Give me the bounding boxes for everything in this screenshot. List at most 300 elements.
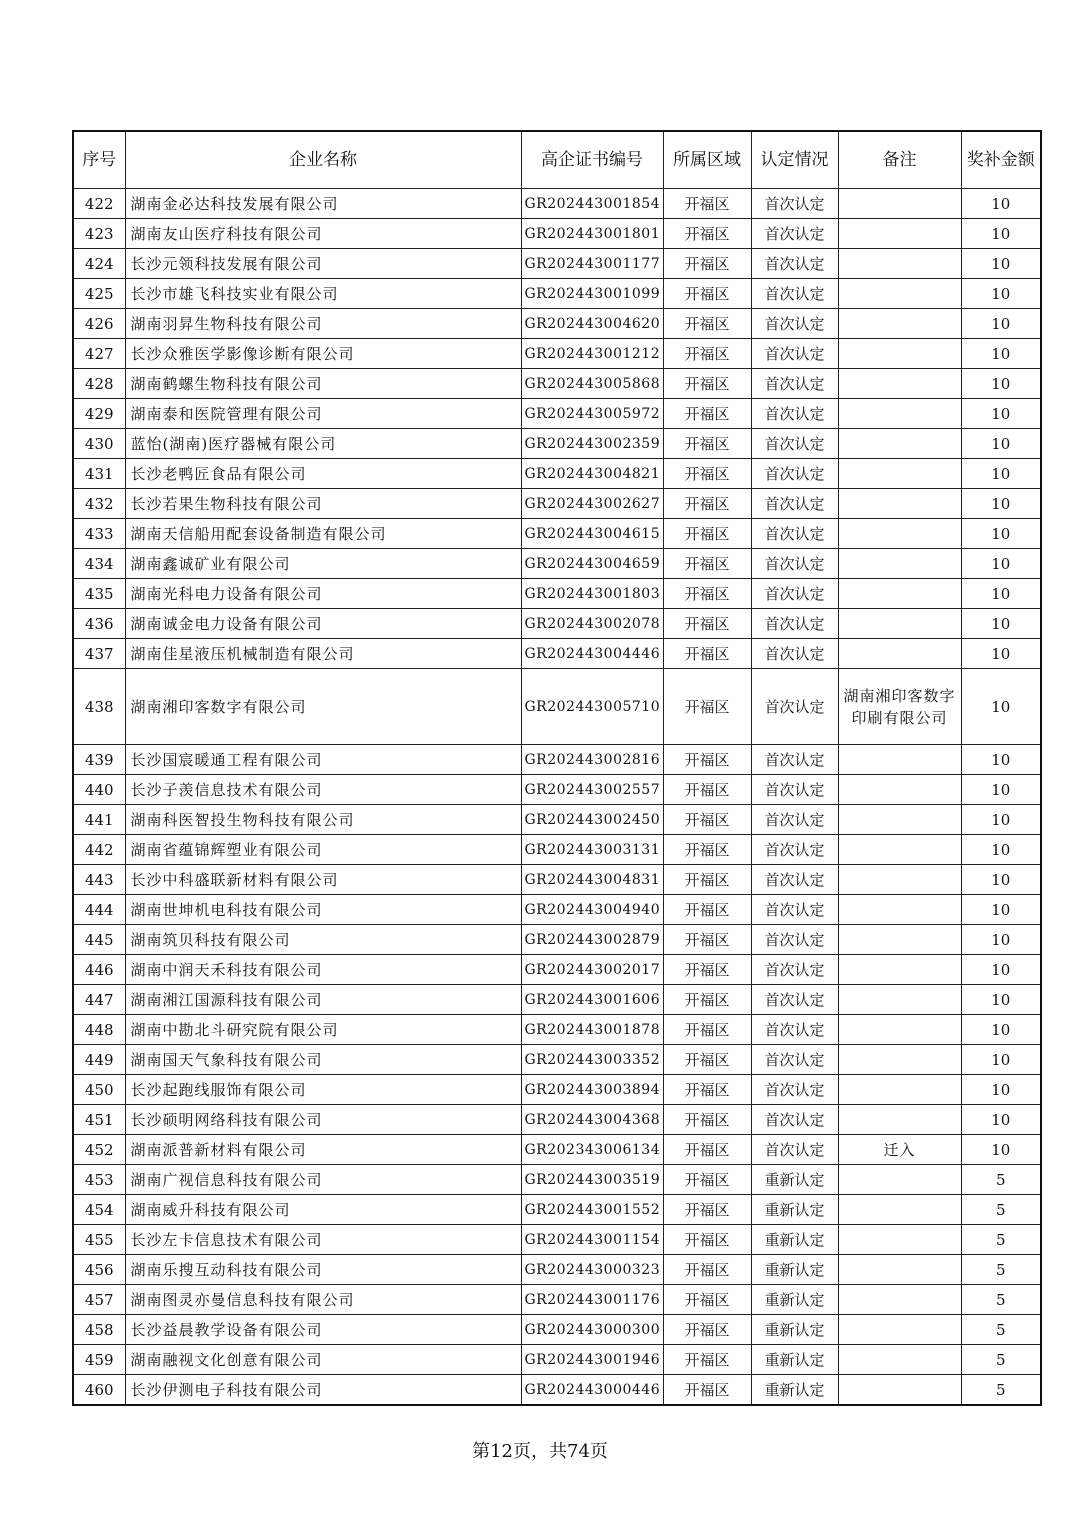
company-name-cell: 长沙众雅医学影像诊断有限公司 <box>125 339 521 369</box>
remarks-cell <box>838 865 961 895</box>
district-cell: 开福区 <box>663 399 751 429</box>
company-name-cell: 长沙元领科技发展有限公司 <box>125 249 521 279</box>
serial-cell: 427 <box>73 339 125 369</box>
serial-cell: 450 <box>73 1075 125 1105</box>
remarks-cell <box>838 1285 961 1315</box>
company-name-cell: 长沙国宸暖通工程有限公司 <box>125 745 521 775</box>
certificate-number-cell: GR202443003352 <box>521 1045 663 1075</box>
certificate-number-cell: GR202443004940 <box>521 895 663 925</box>
serial-cell: 440 <box>73 775 125 805</box>
remarks-cell <box>838 609 961 639</box>
table-row <box>73 1375 1041 1406</box>
remarks-cell <box>838 1105 961 1135</box>
company-name-cell: 湖南国天气象科技有限公司 <box>125 1045 521 1075</box>
amount-cell: 10 <box>961 249 1041 279</box>
table-row <box>73 1345 1041 1375</box>
table-row <box>73 895 1041 925</box>
district-cell: 开福区 <box>663 835 751 865</box>
remarks-cell <box>838 1165 961 1195</box>
amount-cell: 10 <box>961 955 1041 985</box>
district-cell: 开福区 <box>663 895 751 925</box>
remarks-cell <box>838 399 961 429</box>
district-cell: 开福区 <box>663 309 751 339</box>
status-cell: 首次认定 <box>751 895 838 925</box>
serial-cell: 432 <box>73 489 125 519</box>
amount-cell: 10 <box>961 745 1041 775</box>
district-cell: 开福区 <box>663 865 751 895</box>
amount-cell: 10 <box>961 1045 1041 1075</box>
remarks-cell <box>838 339 961 369</box>
company-name-cell: 长沙起跑线服饰有限公司 <box>125 1075 521 1105</box>
amount-cell: 10 <box>961 1075 1041 1105</box>
remarks-cell <box>838 369 961 399</box>
header-serial: 序号 <box>73 131 125 189</box>
serial-cell: 449 <box>73 1045 125 1075</box>
company-name-cell: 长沙若果生物科技有限公司 <box>125 489 521 519</box>
amount-cell: 10 <box>961 519 1041 549</box>
amount-cell: 5 <box>961 1255 1041 1285</box>
remarks-cell <box>838 249 961 279</box>
table-row <box>73 639 1041 669</box>
status-cell: 首次认定 <box>751 955 838 985</box>
amount-cell: 10 <box>961 805 1041 835</box>
status-cell: 首次认定 <box>751 489 838 519</box>
certificate-number-cell: GR202443000300 <box>521 1315 663 1345</box>
company-name-cell: 湖南天信船用配套设备制造有限公司 <box>125 519 521 549</box>
status-cell: 首次认定 <box>751 1015 838 1045</box>
certificate-number-cell: GR202443002816 <box>521 745 663 775</box>
status-cell: 首次认定 <box>751 189 838 219</box>
serial-cell: 447 <box>73 985 125 1015</box>
amount-cell: 10 <box>961 459 1041 489</box>
certificate-number-cell: GR202443003894 <box>521 1075 663 1105</box>
district-cell: 开福区 <box>663 639 751 669</box>
certificate-number-cell: GR202443000446 <box>521 1375 663 1406</box>
serial-cell: 444 <box>73 895 125 925</box>
district-cell: 开福区 <box>663 1285 751 1315</box>
certificate-number-cell: GR202443003131 <box>521 835 663 865</box>
certificate-number-cell: GR202443001803 <box>521 579 663 609</box>
remarks-cell <box>838 219 961 249</box>
company-name-cell: 湖南科医智投生物科技有限公司 <box>125 805 521 835</box>
district-cell: 开福区 <box>663 955 751 985</box>
district-cell: 开福区 <box>663 429 751 459</box>
serial-cell: 452 <box>73 1135 125 1165</box>
table-row <box>73 1105 1041 1135</box>
amount-cell: 10 <box>961 309 1041 339</box>
amount-cell: 5 <box>961 1195 1041 1225</box>
certificate-number-cell: GR202443004659 <box>521 549 663 579</box>
table-row <box>73 399 1041 429</box>
table-row <box>73 1285 1041 1315</box>
company-name-cell: 长沙老鸭匠食品有限公司 <box>125 459 521 489</box>
table-row <box>73 1225 1041 1255</box>
status-cell: 首次认定 <box>751 669 838 745</box>
serial-cell: 430 <box>73 429 125 459</box>
district-cell: 开福区 <box>663 1045 751 1075</box>
certificate-number-cell: GR202443004821 <box>521 459 663 489</box>
company-name-cell: 湖南威升科技有限公司 <box>125 1195 521 1225</box>
serial-cell: 454 <box>73 1195 125 1225</box>
status-cell: 首次认定 <box>751 519 838 549</box>
status-cell: 重新认定 <box>751 1345 838 1375</box>
amount-cell: 10 <box>961 549 1041 579</box>
district-cell: 开福区 <box>663 1105 751 1135</box>
district-cell: 开福区 <box>663 805 751 835</box>
remarks-cell <box>838 549 961 579</box>
company-name-cell: 湖南广视信息科技有限公司 <box>125 1165 521 1195</box>
district-cell: 开福区 <box>663 1255 751 1285</box>
serial-cell: 434 <box>73 549 125 579</box>
table-row <box>73 549 1041 579</box>
remarks-cell <box>838 579 961 609</box>
table-row <box>73 865 1041 895</box>
district-cell: 开福区 <box>663 339 751 369</box>
district-cell: 开福区 <box>663 549 751 579</box>
table-row <box>73 369 1041 399</box>
header-certification-status: 认定情况 <box>751 131 838 189</box>
status-cell: 首次认定 <box>751 429 838 459</box>
certificate-number-cell: GR202443005868 <box>521 369 663 399</box>
company-name-cell: 湖南湘江国源科技有限公司 <box>125 985 521 1015</box>
status-cell: 首次认定 <box>751 309 838 339</box>
remarks-cell <box>838 775 961 805</box>
remarks-cell <box>838 519 961 549</box>
district-cell: 开福区 <box>663 1315 751 1345</box>
certificate-number-cell: GR202443001552 <box>521 1195 663 1225</box>
remarks-cell <box>838 955 961 985</box>
district-cell: 开福区 <box>663 1195 751 1225</box>
status-cell: 首次认定 <box>751 1045 838 1075</box>
district-cell: 开福区 <box>663 519 751 549</box>
table-row <box>73 459 1041 489</box>
status-cell: 首次认定 <box>751 1105 838 1135</box>
status-cell: 首次认定 <box>751 985 838 1015</box>
amount-cell: 10 <box>961 895 1041 925</box>
table-row <box>73 429 1041 459</box>
status-cell: 首次认定 <box>751 279 838 309</box>
district-cell: 开福区 <box>663 1345 751 1375</box>
certificate-number-cell: GR202443001854 <box>521 189 663 219</box>
serial-cell: 445 <box>73 925 125 955</box>
serial-cell: 459 <box>73 1345 125 1375</box>
amount-cell: 10 <box>961 279 1041 309</box>
status-cell: 首次认定 <box>751 745 838 775</box>
company-name-cell: 长沙益晨教学设备有限公司 <box>125 1315 521 1345</box>
remarks-cell <box>838 189 961 219</box>
company-name-cell: 湖南光科电力设备有限公司 <box>125 579 521 609</box>
table-row <box>73 1135 1041 1165</box>
status-cell: 首次认定 <box>751 249 838 279</box>
remarks-cell <box>838 459 961 489</box>
company-name-cell: 蓝怡(湖南)医疗器械有限公司 <box>125 429 521 459</box>
district-cell: 开福区 <box>663 189 751 219</box>
table-row <box>73 1165 1041 1195</box>
certificate-number-cell: GR202443002359 <box>521 429 663 459</box>
company-name-cell: 湖南中勘北斗研究院有限公司 <box>125 1015 521 1045</box>
certificate-number-cell: GR202443000323 <box>521 1255 663 1285</box>
company-name-cell: 长沙硕明网络科技有限公司 <box>125 1105 521 1135</box>
serial-cell: 428 <box>73 369 125 399</box>
amount-cell: 10 <box>961 429 1041 459</box>
amount-cell: 10 <box>961 925 1041 955</box>
district-cell: 开福区 <box>663 369 751 399</box>
certificate-number-cell: GR202443002450 <box>521 805 663 835</box>
status-cell: 首次认定 <box>751 639 838 669</box>
company-name-cell: 湖南湘印客数字有限公司 <box>125 669 521 745</box>
certificate-number-cell: GR202443004831 <box>521 865 663 895</box>
district-cell: 开福区 <box>663 1225 751 1255</box>
table-row <box>73 1315 1041 1345</box>
serial-cell: 456 <box>73 1255 125 1285</box>
district-cell: 开福区 <box>663 1015 751 1045</box>
serial-cell: 429 <box>73 399 125 429</box>
company-name-cell: 湖南泰和医院管理有限公司 <box>125 399 521 429</box>
serial-cell: 457 <box>73 1285 125 1315</box>
remarks-cell <box>838 745 961 775</box>
district-cell: 开福区 <box>663 1075 751 1105</box>
table-row <box>73 309 1041 339</box>
amount-cell: 10 <box>961 579 1041 609</box>
certificate-number-cell: GR202443002078 <box>521 609 663 639</box>
table-row <box>73 579 1041 609</box>
status-cell: 首次认定 <box>751 805 838 835</box>
amount-cell: 5 <box>961 1345 1041 1375</box>
remarks-cell <box>838 895 961 925</box>
company-name-cell: 湖南中润天禾科技有限公司 <box>125 955 521 985</box>
status-cell: 重新认定 <box>751 1165 838 1195</box>
amount-cell: 5 <box>961 1375 1041 1406</box>
district-cell: 开福区 <box>663 745 751 775</box>
amount-cell: 10 <box>961 775 1041 805</box>
amount-cell: 10 <box>961 985 1041 1015</box>
table-row <box>73 745 1041 775</box>
status-cell: 重新认定 <box>751 1225 838 1255</box>
serial-cell: 441 <box>73 805 125 835</box>
district-cell: 开福区 <box>663 775 751 805</box>
company-name-cell: 湖南图灵亦曼信息科技有限公司 <box>125 1285 521 1315</box>
company-name-cell: 湖南派普新材料有限公司 <box>125 1135 521 1165</box>
amount-cell: 10 <box>961 1135 1041 1165</box>
company-name-cell: 长沙子羡信息技术有限公司 <box>125 775 521 805</box>
serial-cell: 437 <box>73 639 125 669</box>
page-number: 第12页，共74页 <box>472 1441 608 1462</box>
company-name-cell: 湖南世坤机电科技有限公司 <box>125 895 521 925</box>
table-row <box>73 835 1041 865</box>
serial-cell: 426 <box>73 309 125 339</box>
status-cell: 重新认定 <box>751 1195 838 1225</box>
remarks-cell <box>838 1195 961 1225</box>
table-row <box>73 775 1041 805</box>
company-name-cell: 湖南鑫诚矿业有限公司 <box>125 549 521 579</box>
remarks-cell <box>838 279 961 309</box>
remarks-cell <box>838 1255 961 1285</box>
remarks-cell <box>838 489 961 519</box>
serial-cell: 433 <box>73 519 125 549</box>
company-name-cell: 湖南乐搜互动科技有限公司 <box>125 1255 521 1285</box>
serial-cell: 425 <box>73 279 125 309</box>
status-cell: 首次认定 <box>751 835 838 865</box>
remarks-cell <box>838 1015 961 1045</box>
company-name-cell: 湖南羽昇生物科技有限公司 <box>125 309 521 339</box>
table-header <box>73 131 1041 189</box>
certificate-number-cell: GR202443001212 <box>521 339 663 369</box>
status-cell: 首次认定 <box>751 865 838 895</box>
serial-cell: 431 <box>73 459 125 489</box>
remarks-cell <box>838 985 961 1015</box>
amount-cell: 10 <box>961 669 1041 745</box>
district-cell: 开福区 <box>663 669 751 745</box>
certificate-number-cell: GR202443001177 <box>521 249 663 279</box>
status-cell: 首次认定 <box>751 925 838 955</box>
serial-cell: 446 <box>73 955 125 985</box>
status-cell: 首次认定 <box>751 339 838 369</box>
serial-cell: 458 <box>73 1315 125 1345</box>
district-cell: 开福区 <box>663 489 751 519</box>
district-cell: 开福区 <box>663 1165 751 1195</box>
remarks-cell <box>838 925 961 955</box>
amount-cell: 10 <box>961 189 1041 219</box>
certificate-number-cell: GR202443002557 <box>521 775 663 805</box>
certificate-number-cell: GR202443001878 <box>521 1015 663 1045</box>
certificate-number-cell: GR202443001154 <box>521 1225 663 1255</box>
amount-cell: 5 <box>961 1285 1041 1315</box>
district-cell: 开福区 <box>663 249 751 279</box>
status-cell: 首次认定 <box>751 609 838 639</box>
amount-cell: 10 <box>961 639 1041 669</box>
amount-cell: 10 <box>961 399 1041 429</box>
certificate-number-cell: GR202443004615 <box>521 519 663 549</box>
certificate-number-cell: GR202443004446 <box>521 639 663 669</box>
remarks-cell: 湖南湘印客数字印刷有限公司 <box>838 669 961 745</box>
amount-cell: 10 <box>961 865 1041 895</box>
status-cell: 首次认定 <box>751 399 838 429</box>
serial-cell: 448 <box>73 1015 125 1045</box>
status-cell: 首次认定 <box>751 1135 838 1165</box>
remarks-cell <box>838 639 961 669</box>
amount-cell: 10 <box>961 489 1041 519</box>
certificate-number-cell: GR202443005710 <box>521 669 663 745</box>
serial-cell: 436 <box>73 609 125 639</box>
certificate-number-cell: GR202443004620 <box>521 309 663 339</box>
district-cell: 开福区 <box>663 925 751 955</box>
status-cell: 首次认定 <box>751 775 838 805</box>
amount-cell: 10 <box>961 835 1041 865</box>
status-cell: 首次认定 <box>751 459 838 489</box>
table-row <box>73 609 1041 639</box>
serial-cell: 438 <box>73 669 125 745</box>
company-name-cell: 长沙中科盛联新材料有限公司 <box>125 865 521 895</box>
status-cell: 重新认定 <box>751 1315 838 1345</box>
company-name-cell: 湖南友山医疗科技有限公司 <box>125 219 521 249</box>
status-cell: 重新认定 <box>751 1255 838 1285</box>
table-row <box>73 279 1041 309</box>
certificate-number-cell: GR202343006134 <box>521 1135 663 1165</box>
table-row <box>73 985 1041 1015</box>
company-name-cell: 湖南省蕴锦辉塑业有限公司 <box>125 835 521 865</box>
certificate-number-cell: GR202443003519 <box>521 1165 663 1195</box>
table-row <box>73 1015 1041 1045</box>
district-cell: 开福区 <box>663 279 751 309</box>
serial-cell: 435 <box>73 579 125 609</box>
header-subsidy-amount: 奖补金额 <box>961 131 1041 189</box>
certificate-number-cell: GR202443001606 <box>521 985 663 1015</box>
status-cell: 重新认定 <box>751 1375 838 1406</box>
district-cell: 开福区 <box>663 609 751 639</box>
company-name-cell: 长沙左卡信息技术有限公司 <box>125 1225 521 1255</box>
table-row <box>73 339 1041 369</box>
district-cell: 开福区 <box>663 1135 751 1165</box>
status-cell: 首次认定 <box>751 579 838 609</box>
serial-cell: 443 <box>73 865 125 895</box>
serial-cell: 439 <box>73 745 125 775</box>
remarks-cell <box>838 805 961 835</box>
serial-cell: 442 <box>73 835 125 865</box>
status-cell: 首次认定 <box>751 369 838 399</box>
certificate-number-cell: GR202443004368 <box>521 1105 663 1135</box>
certificate-number-cell: GR202443001946 <box>521 1345 663 1375</box>
certificate-number-cell: GR202443002017 <box>521 955 663 985</box>
company-name-cell: 长沙市雄飞科技实业有限公司 <box>125 279 521 309</box>
table-row <box>73 1255 1041 1285</box>
company-name-cell: 湖南佳星液压机械制造有限公司 <box>125 639 521 669</box>
table-row <box>73 1195 1041 1225</box>
header-district: 所属区域 <box>663 131 751 189</box>
district-cell: 开福区 <box>663 459 751 489</box>
amount-cell: 5 <box>961 1315 1041 1345</box>
district-cell: 开福区 <box>663 985 751 1015</box>
company-name-cell: 湖南金必达科技发展有限公司 <box>125 189 521 219</box>
header-certificate-number: 高企证书编号 <box>521 131 663 189</box>
remarks-cell <box>838 1375 961 1406</box>
serial-cell: 422 <box>73 189 125 219</box>
status-cell: 首次认定 <box>751 219 838 249</box>
remarks-cell <box>838 1045 961 1075</box>
certificate-number-cell: GR202443002879 <box>521 925 663 955</box>
amount-cell: 10 <box>961 1105 1041 1135</box>
table-row <box>73 805 1041 835</box>
table-body <box>73 189 1041 1406</box>
remarks-cell <box>838 309 961 339</box>
remarks-cell <box>838 429 961 459</box>
company-name-cell: 湖南鹤螺生物科技有限公司 <box>125 369 521 399</box>
status-cell: 重新认定 <box>751 1285 838 1315</box>
company-name-cell: 湖南筑贝科技有限公司 <box>125 925 521 955</box>
table-row <box>73 189 1041 219</box>
remarks-cell: 迁入 <box>838 1135 961 1165</box>
header-remarks: 备注 <box>838 131 961 189</box>
amount-cell: 10 <box>961 219 1041 249</box>
district-cell: 开福区 <box>663 219 751 249</box>
certificate-number-cell: GR202443002627 <box>521 489 663 519</box>
district-cell: 开福区 <box>663 1375 751 1406</box>
table-row <box>73 489 1041 519</box>
table-row <box>73 249 1041 279</box>
remarks-cell <box>838 835 961 865</box>
header-company-name: 企业名称 <box>125 131 521 189</box>
company-name-cell: 长沙伊测电子科技有限公司 <box>125 1375 521 1406</box>
table-row <box>73 669 1041 745</box>
company-name-cell: 湖南诚金电力设备有限公司 <box>125 609 521 639</box>
amount-cell: 10 <box>961 369 1041 399</box>
amount-cell: 5 <box>961 1165 1041 1195</box>
certificate-number-cell: GR202443001801 <box>521 219 663 249</box>
table-row <box>73 955 1041 985</box>
remarks-cell <box>838 1075 961 1105</box>
amount-cell: 10 <box>961 339 1041 369</box>
table-row <box>73 925 1041 955</box>
table-row <box>73 219 1041 249</box>
